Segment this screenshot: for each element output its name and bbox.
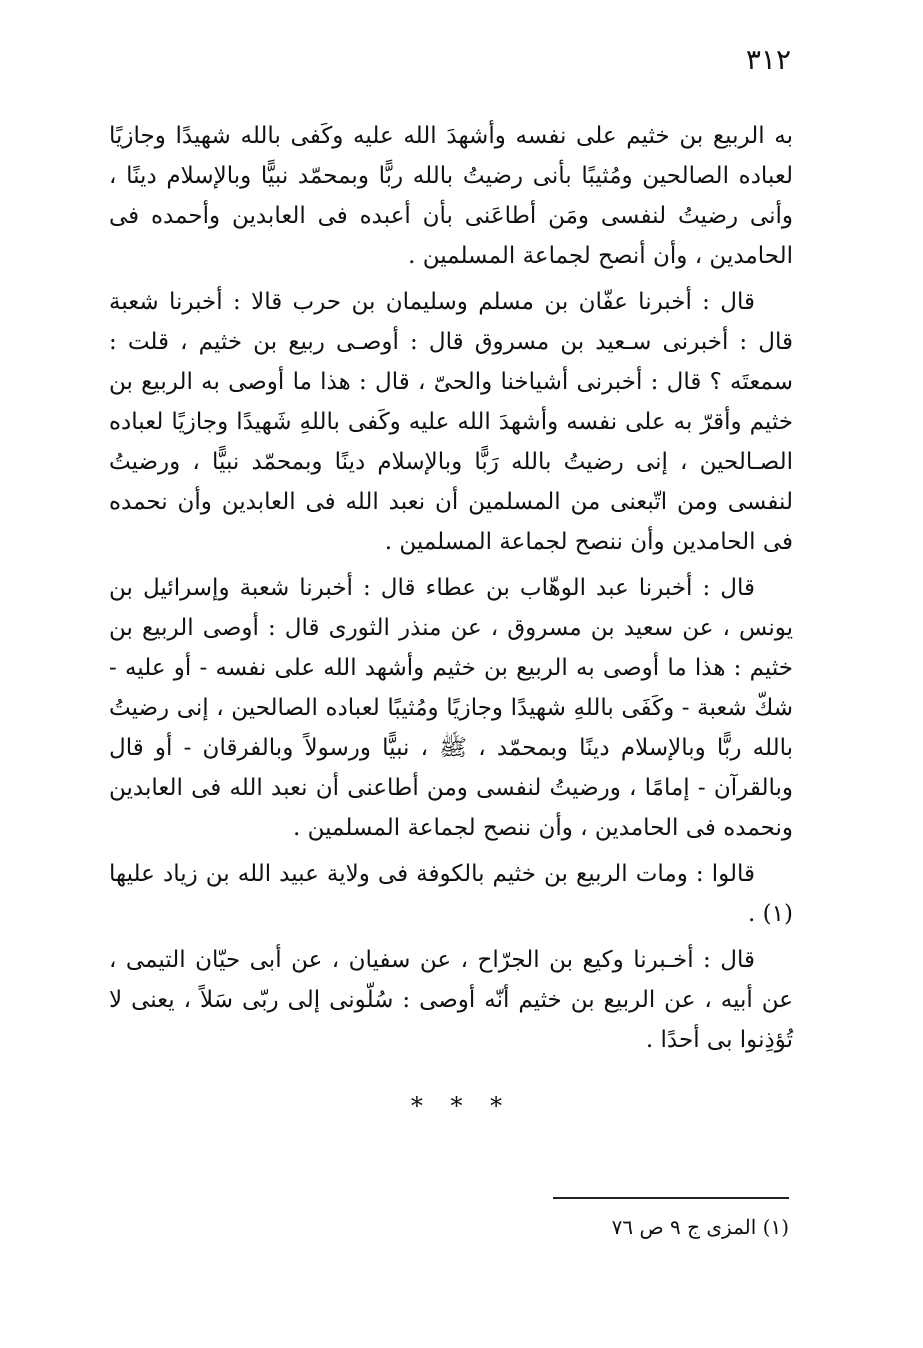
section-ornament: * * *: [410, 1092, 513, 1120]
paragraph-2: قال : أخبرنا عفّان بن مسلم وسليمان بن حرب قالا : أخبرنا شعبة قال : أخبرنى سـعيد بن مسروق قال : أوصـى ربيع بن خثيم ، قلت : سمعتَه ؟ قال : أخبرنى أشياخنا والحىّ ، قال : هذا ما أوصى به الربيع بن خثيم وأقرّ به على نفسه وأشهدَ الله عليه وكَفى باللهِ شَهيدًا وجازيًا لعباده الصـالحين ، إنى رضيتُ بالله رَبًّا وبالإسلام دينًا وبمحمّد نبيًّا ، ورضيتُ لنفسى ومن اتّبعنى من المسلمين أن نعبد الله فى العابدين وأن نحمده فى الحامدين وأن ننصح لجماعة المسلمين .: [109, 289, 793, 555]
footnote: (١) المزى ج ٩ ص ٧٦: [611, 1215, 789, 1239]
paragraph-1: به الربيع بن خثيم على نفسه وأشهدَ الله عليه وكَفى بالله شهيدًا وجازيًا لعباده الصالحين ومُثيبًا بأنى رضيتُ بالله ربًّا وبمحمّد نبيًّا وبالإسلام دينًا ، وأنى رضيتُ لنفسى ومَن أطاعَنى بأن أعبده فى العابدين وأحمده فى الحامدين ، وأن أنصح لجماعة المسلمين .: [109, 123, 793, 269]
page-number: ٣١٢: [745, 43, 791, 76]
main-text: [109, 116, 793, 1066]
paragraph-3: قال : أخبرنا عبد الوهّاب بن عطاء قال : أخبرنا شعبة وإسرائيل بن يونس ، عن سعيد بن مسروق ، عن منذر الثورى قال : أوصى الربيع بن خثيم : هذا ما أوصى به الربيع بن خثيم وأشهد الله على نفسه - أو عليه - شكّ شعبة - وكَفَى باللهِ شهيدًا وجازيًا ومُثيبًا لعباده الصالحين ، إنى رضيتُ بالله ربًّا وبالإسلام دينًا وبمحمّد ، ﷺ ، نبيًّا ورسولاً وبالفرقان - أو قال وبالقرآن - إمامًا ، ورضيتُ لنفسى ومن أطاعنى أن نعبد الله فى العابدين ونحمده فى الحامدين ، وأن ننصح لجماعة المسلمين .: [109, 575, 794, 841]
paragraph-5: قال : أخـبرنا وكيع بن الجرّاح ، عن سفيان ، عن أبى حيّان التيمى ، عن أبيه ، عن الربيع بن خثيم أنّه أوصى : سُلّونى إلى ربّى سَلاً ، يعنى لا تُؤذِنوا بى أحدًا .: [109, 947, 793, 1053]
footnote-divider: [553, 1197, 789, 1199]
paragraph-4: قالوا : ومات الربيع بن خثيم بالكوفة فى ولاية عبيد الله بن زياد عليها (١) .: [109, 861, 793, 927]
